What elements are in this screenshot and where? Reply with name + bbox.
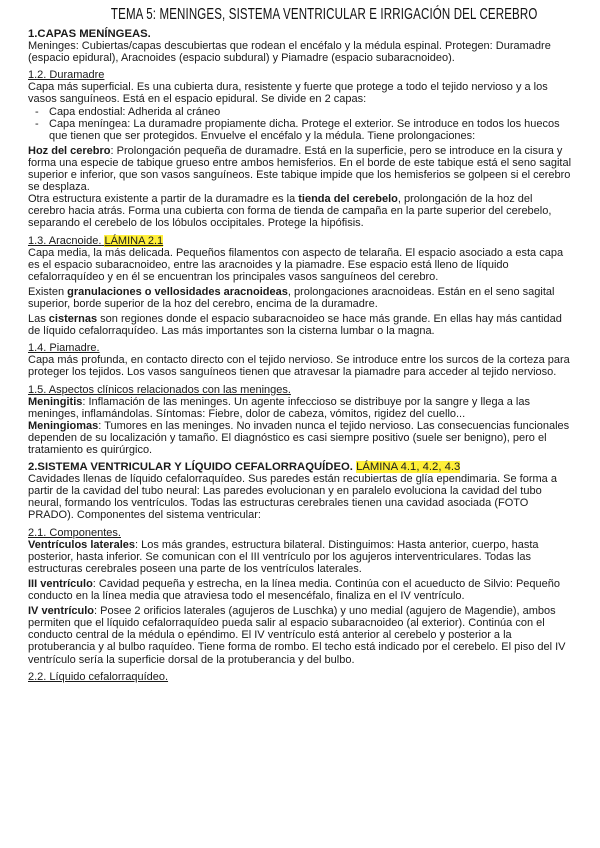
subsection-heading: 1.3. Aracnoide. LÁMINA 2.1 — [28, 234, 164, 247]
paragraph-tienda: Otra estructura existente a partir de la duramadre es la tienda del cerebelo, prolongación de la hoz del cerebro hacia atrás. Forma una cubierta con forma de tienda de campaña en la parte superior del cerebelo, separando el cerebelo de los lóbulos occipitales. Protege la hipófisis. — [28, 193, 552, 230]
subsection-heading: 2.2. Líquido cefalorraquídeo. — [28, 670, 169, 683]
term: III ventrículo — [28, 577, 93, 590]
lamina-highlight: LÁMINA 2.1 — [104, 234, 164, 247]
section-heading: 2.SISTEMA VENTRICULAR Y LÍQUIDO CEFALORRAQUÍDEO. LÁMINA 4.1, 4.2, 4.3 — [28, 461, 461, 474]
section-piamadre — [28, 342, 572, 378]
term: Meningiomas — [28, 419, 99, 432]
term: IV ventrículo — [28, 605, 95, 618]
term: Ventrículos laterales — [28, 538, 135, 551]
term: granulaciones o vellosidades aracnoideas — [67, 285, 288, 298]
section-capas-meningeas — [28, 28, 572, 64]
section-componentes — [28, 527, 572, 666]
paragraph-meningiomas: Meningiomas: Tumores en las meninges. No invaden nunca el tejido nervioso. Las consecuencias funcionales dependen de su localización y tamaño. El diagnóstico es casi siempre positivo (suele ser benigno), pero el tratamiento es quirúrgico. — [28, 419, 570, 456]
section-duramadre — [28, 69, 572, 229]
section-liquido-cefalorraquideo — [28, 671, 572, 683]
subsection-heading: 1.5. Aspectos clínicos relacionados con las meninges. — [28, 383, 291, 396]
term: Meningitis — [28, 395, 83, 408]
paragraph-iii-ventriculo: III ventrículo: Cavidad pequeña y estrecha, en la línea media. Continúa con el acueducto de Silvio: Pequeño conducto en la línea media que atraviesa todo el mesencéfalo, finaliza en el IV ventrículo. — [28, 577, 561, 603]
term: tienda del cerebelo — [298, 193, 398, 206]
paragraph: Capa media, la más delicada. Pequeños filamentos con aspecto de telaraña. El espacio asociado a esta capa es el espacio subaracnoideo, entre las aracnoides y la piamadre. Ese espacio está lleno de líquido cefalorraquídeo y en él se encuentran los principales vasos sanguíneos del cerebro. — [28, 246, 564, 283]
paragraph-hoz: Hoz del cerebro: Prolongación pequeña de duramadre. Está en la superficie, pero se introduce en la cisura y forma una especie de tabique grueso entre ambos hemisferios. En el borde de este tabique está el seno sagital superior e inferior, que son vasos sanguíneos. Este tabique impide que los hemisferios se golpeen si el cerebro se desplaza. — [28, 144, 572, 194]
term: Hoz del cerebro — [28, 144, 111, 157]
paragraph: Capa más superficial. Es una cubierta dura, resistente y fuerte que protege a todo el tejido nervioso y a los vasos sanguíneos. Está en el espacio epidural. Se divide en 2 capas: — [28, 81, 548, 106]
section-aracnoide — [28, 235, 572, 338]
term: cisternas — [48, 313, 98, 326]
paragraph: Cavidades llenas de líquido cefalorraquídeo. Sus paredes están recubiertas de glía ependimaria. Se forma a partir de la cavidad del tubo neural: Las paredes evolucionan y en paralelo evoluciona la cavidad del tubo neural, formando los ventrículos. Todas las estructuras cerebrales tienen una cavidad asociada (FOTO PRADO). Componentes del sistema ventricular: — [28, 473, 557, 522]
paragraph: Capa más profunda, en contacto directo con el tejido nervioso. Se introduce entre los surcos de la corteza para proteger los tejidos. Los vasos sanguíneos tienen que atravesar la piamadre para acceder al tejido nervioso. — [28, 354, 570, 379]
lamina-highlight: LÁMINA 4.1, 4.2, 4.3 — [356, 461, 461, 474]
subsection-heading: 2.1. Componentes. — [28, 526, 121, 539]
paragraph: Meninges: Cubiertas/capas descubiertas que rodean el encéfalo y la médula espinal. Protegen: Duramadre (espacio epidural), Aracnoides (espacio subdural) y Piamadre (espacio subaracnoideo). — [28, 40, 551, 65]
paragraph-cisternas: Las cisternas son regiones donde el espacio subaracnoideo se hace más grande. En ellas hay más cantidad de líquido cefalorraquídeo. Las más importantes son la cisterna lumbar o la magna. — [28, 313, 562, 338]
paragraph-iv-ventriculo: IV ventrículo: Posee 2 orificios laterales (agujeros de Luschka) y uno medial (agujero de Magendie), ambos permiten que el líquido cefalorraquídeo pueda salir al espacio subaracnoideo (al exterior). Continúa con el conducto central de la médula o epéndimo. El IV ventrículo está anterior al cerebelo y posterior a la protuberancia y al bulbo raquídeo. Tiene forma de rombo. El techo está indicado por el cerebelo. El piso del IV ventrículo sería la superficie dorsal de la protuberancia y del bulbo. — [28, 605, 566, 666]
paragraph-granulaciones: Existen granulaciones o vellosidades aracnoideas, prolongaciones aracnoideas. Están en el seno sagital superior, borde superior de la hoz del cerebro, encima de la duramadre. — [28, 285, 555, 310]
section-aspectos-clinicos — [28, 384, 572, 457]
subsection-heading: 1.4. Piamadre. — [28, 342, 100, 355]
dash-list — [28, 106, 572, 142]
paragraph-ventriculos-laterales: Ventrículos laterales: Los más grandes, estructura bilateral. Distinguimos: Hasta anterior, cuerpo, hasta posterior, hasta inferior. Se comunican con el III ventrículo por los agujeros interventriculares. Todas las estructuras cerebrales poseen una parte de los ventrículos laterales. — [28, 538, 539, 575]
section-sistema-ventricular — [28, 461, 572, 521]
list-item: - Capa endostial: Adherida al cráneo — [28, 106, 572, 118]
section-heading: 1.CAPAS MENÍNGEAS. — [28, 28, 151, 40]
subsection-heading: 1.2. Duramadre — [28, 69, 105, 82]
list-item: - Capa meníngea: La duramadre propiamente dicha. Protege el exterior. Se introduce en todos los huecos que tienen que ser protegidos. Envuelve el encéfalo y la médula. Tiene prolongaciones: — [28, 118, 572, 142]
document-title: TEMA 5: MENINGES, SISTEMA VENTRICULAR E IRRIGACIÓN DEL CEREBRO — [110, 6, 538, 23]
paragraph-meningitis: Meningitis: Inflamación de las meninges. Un agente infeccioso se distribuye por la sangre y llega a las meninges, inflamándolas. Síntomas: Fiebre, dolor de cabeza, vómitos, rigidez del cuello... — [28, 395, 530, 420]
